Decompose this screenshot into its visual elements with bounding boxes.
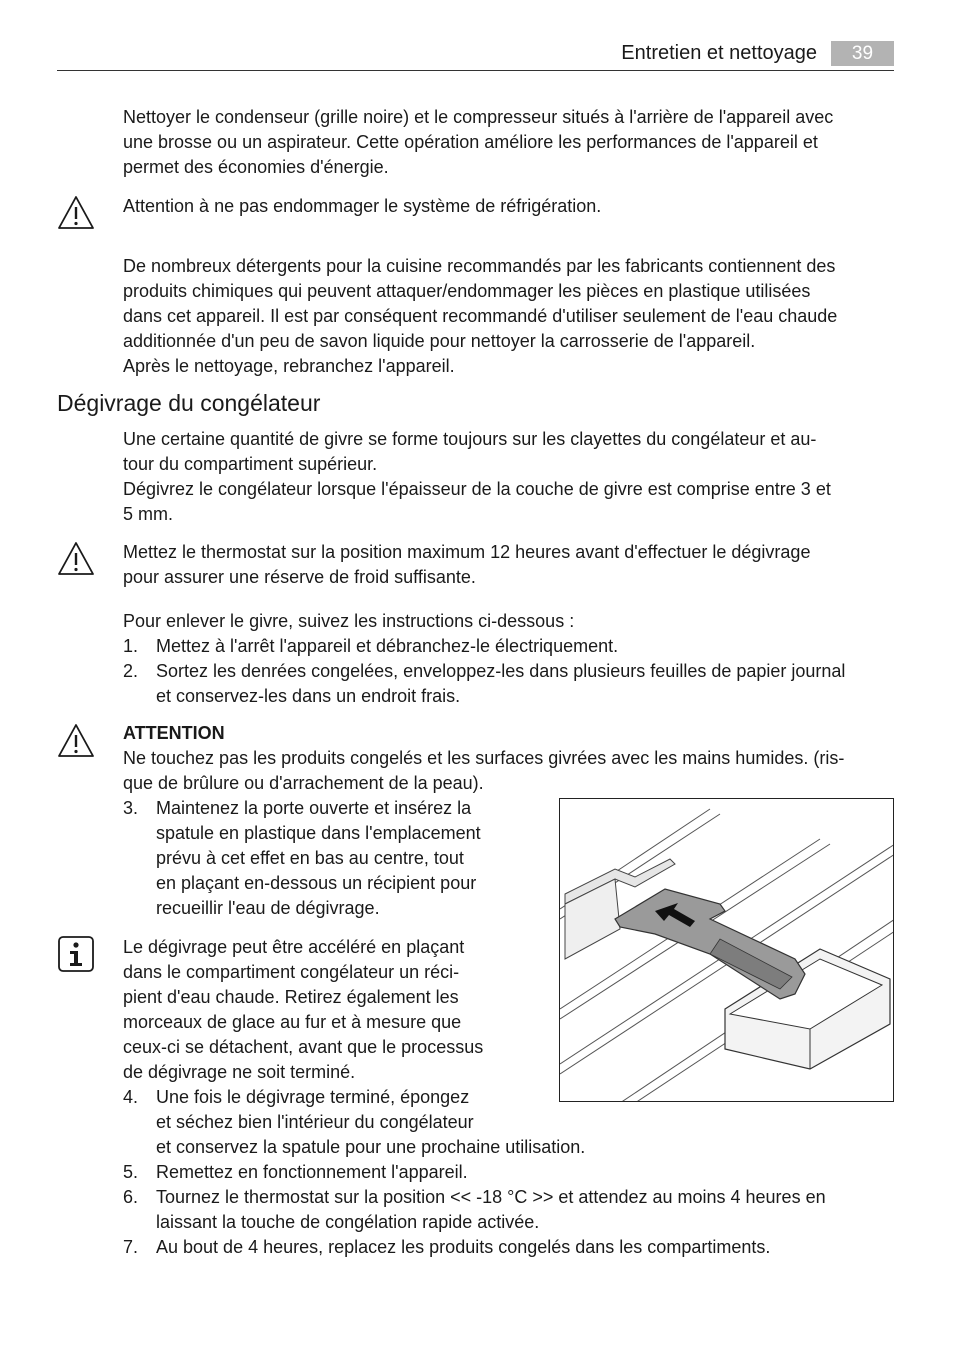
attention-text [123,746,895,796]
text-line: spatule en plastique dans l'emplacement [156,823,481,843]
running-header-title: Entretien et nettoyage [621,42,817,64]
text-line: Après le nettoyage, rebranchez l'appareil. [123,356,455,376]
header-divider [57,70,894,71]
info-text [123,935,543,1085]
warning-triangle-icon [57,722,95,760]
text-line: que de brûlure ou d'arrachement de la peau). [123,773,484,793]
text-line: Le dégivrage peut être accéléré en plaçant [123,937,465,957]
text-line: Remettez en fonctionnement l'appareil. [156,1162,468,1182]
list-number: 2. [123,661,139,681]
text-line: une brosse ou un aspirateur. Cette opération améliore les performances de l'appareil et [123,132,818,152]
list-item [123,634,883,659]
steps-intro: Pour enlever le givre, suivez les instructions ci-dessous : [123,611,575,631]
text-line: Nettoyer le condenseur (grille noire) et le compresseur situés à l'arrière de l'appareil avec [123,107,834,127]
list-number: 1. [123,636,139,656]
text-line: Une fois le dégivrage terminé, épongez [156,1087,470,1107]
text-line: Au bout de 4 heures, replacez les produits congelés dans les compartiments. [156,1237,771,1257]
text-line: dans le compartiment congélateur un réci- [123,962,460,982]
list-text [156,634,618,659]
text-line: Une certaine quantité de givre se forme toujours sur les clayettes du congélateur et au- [123,429,817,449]
list-number: 5. [123,1162,139,1182]
text-line: prévu à cet effet en bas au centre, tout [156,848,464,868]
text-line: permet des économies d'énergie. [123,157,389,177]
warning-triangle-icon [57,540,95,578]
text-line: Ne touchez pas les produits congelés et les surfaces givrées avec les mains humides. (ris- [123,748,845,768]
list-item [123,659,883,709]
defrost-spatula-illustration [559,798,894,1102]
text-line: 5 mm. [123,504,174,524]
text-line: et conservez-les dans un endroit frais. [156,686,461,706]
text-line: de dégivrage ne soit terminé. [123,1062,356,1082]
list-number: 6. [123,1187,139,1207]
text-line: pour assurer une réserve de froid suffisante. [123,567,476,587]
info-icon [57,935,95,973]
attention-title: ATTENTION [123,723,225,743]
list-number: 3. [123,798,139,818]
text-line: dans cet appareil. Il est par conséquent recommandé d'utiliser seulement de l'eau chaude [123,306,838,326]
text-line: en plaçant en-dessous un récipient pour [156,873,477,893]
text-line: morceaux de glace au fur et à mesure que [123,1012,462,1032]
list-text [156,1185,826,1235]
list-text [156,1160,468,1185]
text-line: pient d'eau chaude. Retirez également les [123,987,459,1007]
warning-text: Attention à ne pas endommager le système de réfrigération. [123,196,602,216]
text-line: Tournez le thermostat sur la position << -18 °C >> et attendez au moins 4 heures en [156,1187,826,1207]
list-text [156,796,481,921]
list-item [123,1185,883,1235]
section-heading: Dégivrage du congélateur [57,390,321,416]
text-line: et séchez bien l'intérieur du congélateur [156,1112,474,1132]
text-line: laissant la touche de congélation rapide activée. [156,1212,540,1232]
detergents-paragraph [123,254,895,379]
text-line: Mettez le thermostat sur la position maximum 12 heures avant d'effectuer le dégivrage [123,542,811,562]
text-line: Maintenez la porte ouverte et insérez la [156,798,472,818]
text-line: additionnée d'un peu de savon liquide pour nettoyer la carrosserie de l'appareil. [123,331,756,351]
text-line: ceux-ci se détachent, avant que le processus [123,1037,484,1057]
text-line: De nombreux détergents pour la cuisine recommandés par les fabricants contiennent des [123,256,836,276]
list-text [156,1235,770,1260]
text-line: et conservez la spatule pour une prochaine utilisation. [156,1137,586,1157]
text-line: Sortez les denrées congelées, enveloppez-les dans plusieurs feuilles de papier journal [156,661,846,681]
list-text [156,659,845,709]
list-text [156,1085,585,1160]
text-line: Dégivrez le congélateur lorsque l'épaisseur de la couche de givre est comprise entre 3 et [123,479,831,499]
text-line: recueillir l'eau de dégivrage. [156,898,380,918]
list-number: 7. [123,1237,139,1257]
intro-paragraph [123,105,895,180]
defrost-intro-paragraph [123,427,895,527]
warning-thermostat-text [123,540,895,590]
list-number: 4. [123,1087,139,1107]
warning-triangle-icon [57,194,95,232]
list-item [123,1160,883,1185]
text-line: Mettez à l'arrêt l'appareil et débranchez-le électriquement. [156,636,619,656]
spatula-drawing [560,799,894,1102]
list-item [123,1235,883,1260]
page-number-badge: 39 [831,41,894,66]
text-line: tour du compartiment supérieur. [123,454,378,474]
list-item [123,796,543,921]
text-line: produits chimiques qui peuvent attaquer/endommager les pièces en plastique utilisées [123,281,811,301]
